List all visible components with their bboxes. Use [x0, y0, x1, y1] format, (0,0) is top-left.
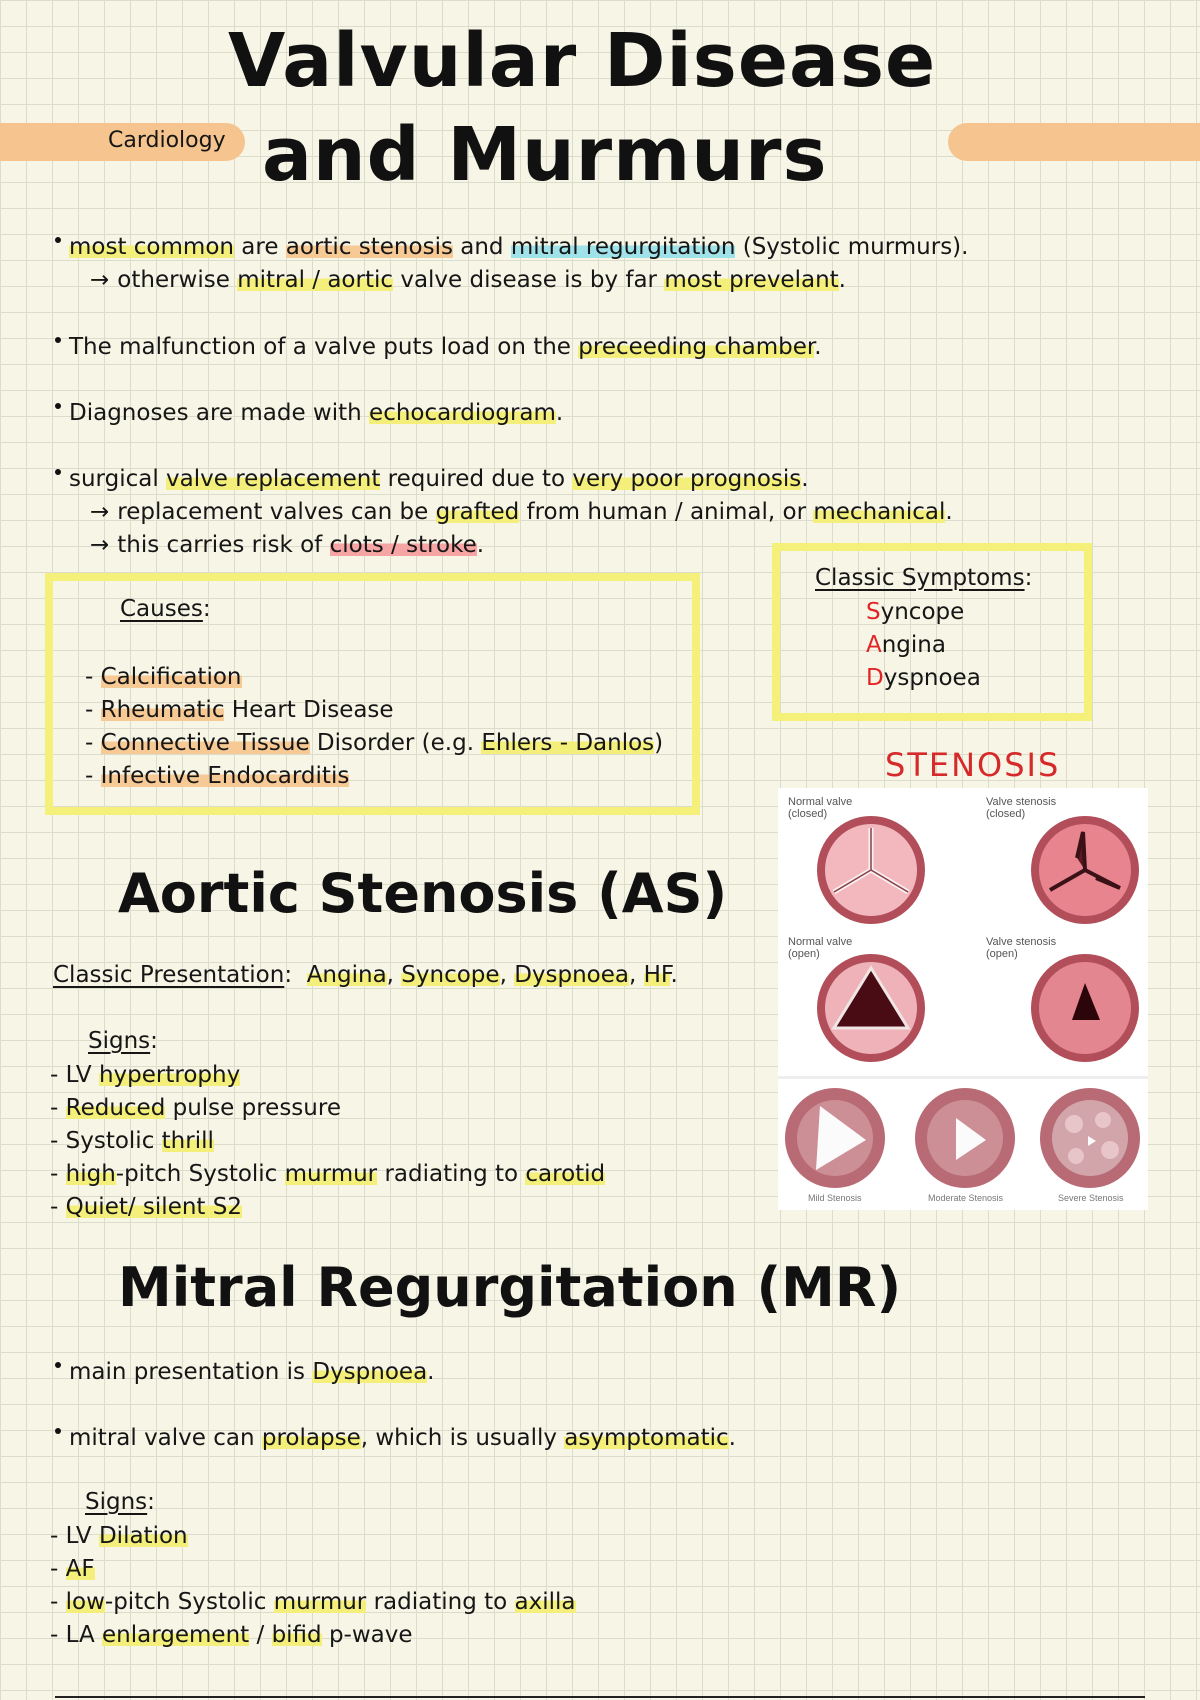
- bullet-dot: [55, 237, 61, 243]
- subject-tag: Cardiology: [108, 128, 226, 153]
- text: Disorder (e.g.: [309, 730, 482, 756]
- mitral-signs-heading: Signs:: [85, 1489, 155, 1515]
- valve-diagram-svg: [778, 788, 1148, 1210]
- arrow-icon: →: [90, 267, 110, 293]
- label-normal-open: Normal valve (open): [788, 936, 853, 960]
- caption-mild: Mild Stenosis: [808, 1193, 862, 1203]
- text-murmur: murmur: [284, 1161, 378, 1187]
- cause-item-4: - Infective Endocarditis: [85, 763, 350, 789]
- arrow-icon: →: [90, 532, 110, 558]
- text-asymptomatic: asymptomatic: [564, 1425, 729, 1451]
- intro-bullet-1: [55, 232, 968, 262]
- text-murmur: murmur: [273, 1589, 367, 1615]
- text-letter: A: [866, 632, 882, 658]
- text-hypertrophy: hypertrophy: [98, 1062, 241, 1088]
- text-reduced: Reduced: [65, 1095, 166, 1121]
- caption-moderate: Moderate Stenosis: [928, 1193, 1004, 1203]
- text: mitral valve can: [69, 1425, 262, 1451]
- text: :: [1024, 565, 1033, 591]
- text: Systolic: [65, 1128, 162, 1154]
- text: -pitch Systolic: [104, 1589, 274, 1615]
- mitral-sign-4: - LA enlargement / bifid p-wave: [50, 1622, 413, 1648]
- text: -pitch Systolic: [115, 1161, 285, 1187]
- text: Heart Disease: [224, 697, 394, 723]
- text: required due to: [380, 466, 573, 492]
- text: valve disease is by far: [393, 267, 665, 293]
- text: ,: [499, 962, 515, 988]
- mitral-bullet-2: [55, 1423, 736, 1453]
- bullet-dot: [55, 337, 61, 343]
- text: radiating to: [366, 1589, 515, 1615]
- valve-moderate-stenosis: [915, 1088, 1015, 1188]
- valve-stenosis-closed: [1031, 816, 1139, 924]
- text-mechanical: mechanical: [813, 499, 946, 525]
- text: , which is usually: [360, 1425, 565, 1451]
- text-carotid: carotid: [525, 1161, 606, 1187]
- intro-bullet-3: [55, 398, 563, 428]
- text-af: AF: [65, 1556, 95, 1582]
- text-prolapse: prolapse: [261, 1425, 361, 1451]
- text: replacement valves can be: [117, 499, 436, 525]
- mitral-bullet-1: [55, 1357, 434, 1387]
- mitral-regurgitation-title: Mitral Regurgitation (MR): [118, 1256, 902, 1319]
- bullet-dot: [55, 1362, 61, 1368]
- intro-bullet-2: [55, 332, 822, 362]
- text-most-prevalent: most prevelant: [664, 267, 839, 293]
- text: The malfunction of a valve puts load on the: [69, 334, 579, 360]
- aortic-sign-5: - Quiet/ silent S2: [50, 1194, 242, 1220]
- text-rheumatic: Rheumatic: [100, 697, 225, 723]
- text: .: [555, 400, 564, 426]
- bullet-dot: [55, 403, 61, 409]
- valve-mild-stenosis: [785, 1088, 885, 1188]
- aortic-sign-3: - Systolic thrill: [50, 1128, 214, 1154]
- text: .: [945, 499, 953, 525]
- aortic-stenosis-title: Aortic Stenosis (AS): [118, 862, 728, 925]
- text-valve-replacement: valve replacement: [166, 466, 381, 492]
- text: LV: [65, 1523, 99, 1549]
- text: ngina: [881, 632, 946, 658]
- intro-sub-1: [90, 265, 846, 295]
- causes-heading: [120, 594, 211, 624]
- text: .: [476, 532, 485, 558]
- text-grafted: grafted: [435, 499, 520, 525]
- text-most-common: most common: [69, 234, 234, 260]
- text: surgical: [69, 466, 167, 492]
- text: LA: [65, 1622, 103, 1648]
- aortic-presentation: [53, 960, 678, 990]
- text-aortic-stenosis: aortic stenosis: [285, 234, 453, 260]
- bottom-divider: [55, 1696, 1145, 1698]
- label-normal-closed: Normal valve (closed): [788, 796, 853, 820]
- symptom-item-2: [866, 630, 946, 660]
- text: main presentation is: [69, 1359, 313, 1385]
- text-quiet-s2: Quiet/ silent S2: [65, 1194, 242, 1220]
- intro-bullet-4: [55, 464, 809, 494]
- text: ): [654, 730, 664, 756]
- text: .: [801, 466, 809, 492]
- text: otherwise: [117, 267, 238, 293]
- text: :: [284, 962, 293, 988]
- text-hf: HF: [643, 962, 671, 988]
- valve-normal-open: [817, 954, 925, 1062]
- text: and: [452, 234, 511, 260]
- valve-normal-closed: [817, 816, 925, 924]
- valve-severe-stenosis: [1040, 1088, 1140, 1188]
- text-preceeding-chamber: preceeding chamber: [578, 334, 815, 360]
- text-connective-tissue: Connective Tissue: [100, 730, 310, 756]
- text: .: [814, 334, 822, 360]
- text: .: [838, 267, 846, 293]
- text: (Systolic murmurs).: [735, 234, 969, 260]
- presentation-label: Classic Presentation: [53, 962, 285, 988]
- tag-bar-right: [948, 123, 1200, 161]
- aortic-signs-heading: Signs:: [88, 1028, 158, 1054]
- text-dyspnoea: Dyspnoea: [514, 962, 629, 988]
- text-mitral-aortic: mitral / aortic: [237, 267, 394, 293]
- text-letter: D: [866, 665, 884, 691]
- symptom-item-3: [866, 663, 981, 693]
- stenosis-illustration: [778, 788, 1148, 1210]
- text-very-poor-prognosis: very poor prognosis: [572, 466, 802, 492]
- text: .: [427, 1359, 435, 1385]
- cause-item-2: - Rheumatic Heart Disease: [85, 697, 394, 723]
- text-high: high: [65, 1161, 116, 1187]
- text: LV: [65, 1062, 99, 1088]
- text: .: [670, 962, 678, 988]
- text-calcification: Calcification: [100, 664, 242, 690]
- arrow-icon: →: [90, 499, 110, 525]
- signs-heading-text: Signs: [85, 1489, 148, 1515]
- text: from human / animal, or: [519, 499, 814, 525]
- text: yncope: [880, 599, 965, 625]
- text: .: [728, 1425, 736, 1451]
- text: are: [233, 234, 286, 260]
- text: /: [249, 1622, 272, 1648]
- caption-severe: Severe Stenosis: [1058, 1193, 1124, 1203]
- text: :: [202, 596, 211, 622]
- symptoms-heading: [815, 563, 1032, 593]
- text-axilla: axilla: [514, 1589, 576, 1615]
- text-infective-endocarditis: Infective Endocarditis: [100, 763, 350, 789]
- mitral-sign-3: - low-pitch Systolic murmur radiating to axilla: [50, 1589, 576, 1615]
- aortic-sign-2: - Reduced pulse pressure: [50, 1095, 341, 1121]
- label-stenosis-closed: Valve stenosis (closed): [986, 796, 1057, 820]
- bullet-dot: [55, 469, 61, 475]
- text-ehlers-danlos: Ehlers - Danlos: [481, 730, 655, 756]
- text-letter: S: [866, 599, 881, 625]
- text: ,: [386, 962, 402, 988]
- cause-item-3: - Connective Tissue Disorder (e.g. Ehlers - Danlos): [85, 730, 664, 756]
- text: this carries risk of: [117, 532, 330, 558]
- text-thrill: thrill: [161, 1128, 214, 1154]
- aortic-sign-1: - LV hypertrophy: [50, 1062, 241, 1088]
- text-echocardiogram: echocardiogram: [369, 400, 556, 426]
- signs-heading-text: Signs: [88, 1028, 151, 1054]
- label-stenosis-open: Valve stenosis (open): [986, 936, 1057, 960]
- text-dilation: Dilation: [98, 1523, 188, 1549]
- text-syncope: Syncope: [401, 962, 500, 988]
- mitral-sign-2: - AF: [50, 1556, 95, 1582]
- text: pulse pressure: [165, 1095, 341, 1121]
- cause-item-1: - Calcification: [85, 664, 242, 690]
- text: p-wave: [321, 1622, 413, 1648]
- stenosis-title: STENOSIS: [885, 746, 1061, 784]
- text: yspnoea: [883, 665, 981, 691]
- page-title-line2: and Murmurs: [262, 112, 828, 198]
- intro-sub-3: [90, 530, 484, 560]
- valve-stenosis-open: [1031, 954, 1139, 1062]
- text-bifid: bifid: [271, 1622, 322, 1648]
- text: Diagnoses are made with: [69, 400, 370, 426]
- mitral-sign-1: - LV Dilation: [50, 1523, 188, 1549]
- page-title-line1: Valvular Disease: [228, 18, 937, 104]
- intro-sub-2: [90, 497, 953, 527]
- symptoms-heading-text: Classic Symptoms: [815, 565, 1025, 591]
- bullet-dot: [55, 1428, 61, 1434]
- causes-heading-text: Causes: [120, 596, 203, 622]
- text-angina: Angina: [306, 962, 387, 988]
- text-low: low: [65, 1589, 105, 1615]
- text-enlargement: enlargement: [102, 1622, 250, 1648]
- text-mitral-regurgitation: mitral regurgitation: [510, 234, 736, 260]
- symptom-item-1: [866, 597, 964, 627]
- text: ,: [629, 962, 644, 988]
- aortic-sign-4: - high-pitch Systolic murmur radiating to carotid: [50, 1161, 606, 1187]
- text-clots-stroke: clots / stroke: [329, 532, 477, 558]
- text: radiating to: [377, 1161, 526, 1187]
- text-dyspnoea: Dyspnoea: [312, 1359, 428, 1385]
